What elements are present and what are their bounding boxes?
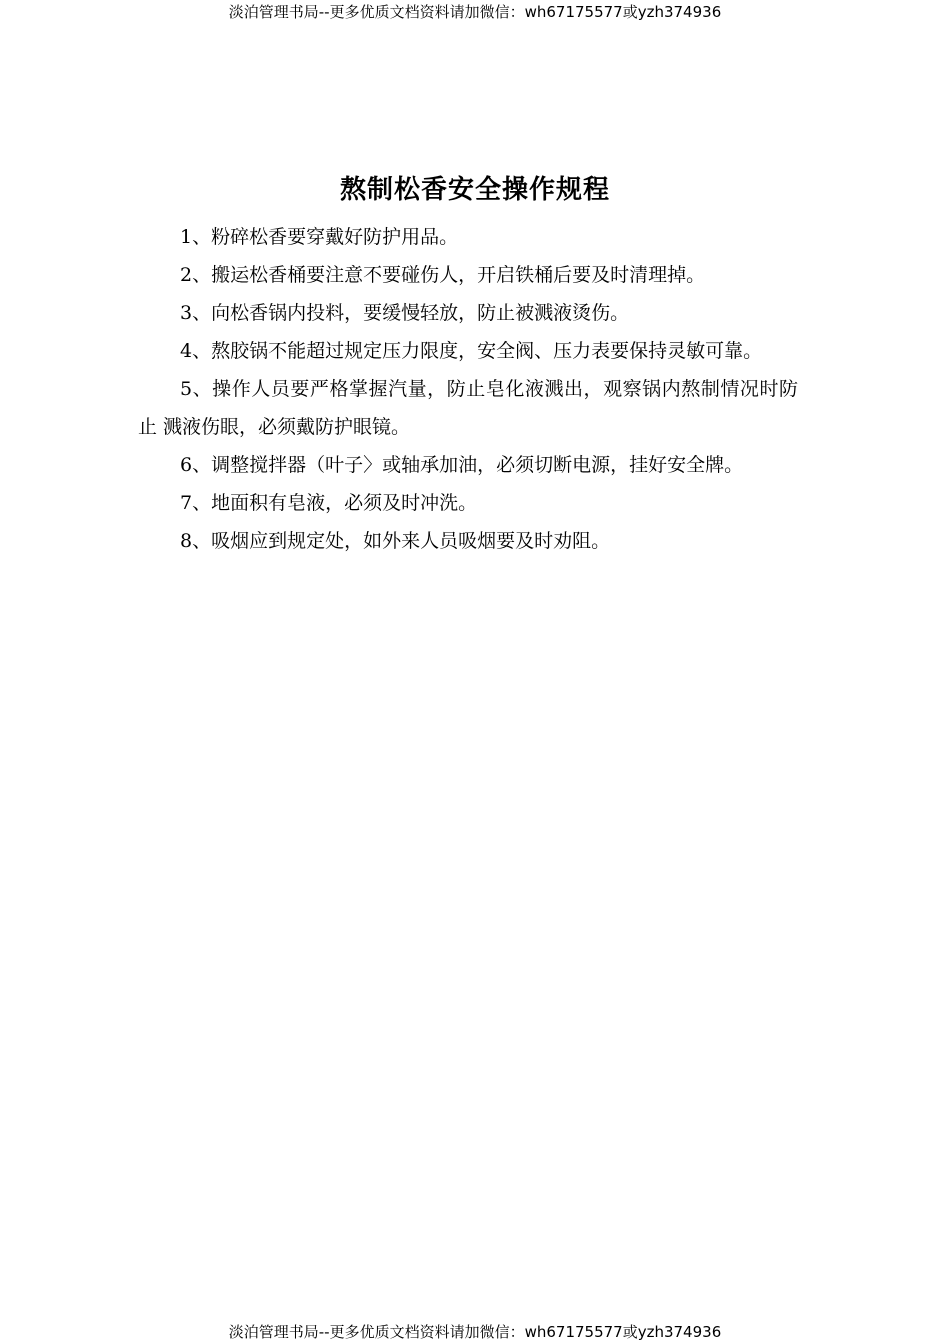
rule-item-8: 8、吸烟应到规定处，如外来人员吸烟要及时劝阻。	[180, 530, 611, 552]
rule-item-6: 6、调整搅拌器（叶子〉或轴承加油，必须切断电源，挂好安全牌。	[180, 454, 744, 476]
rule-item-3: 3、向松香锅内投料，要缓慢轻放，防止被溅液烫伤。	[180, 302, 630, 324]
page-footer: 淡泊管理书局--更多优质文档资料请加微信：wh67175577或yzh374936	[228, 1323, 722, 1341]
rule-item-4: 4、熬胶锅不能超过规定压力限度，安全阀、压力表要保持灵敏可靠。	[180, 340, 763, 362]
rule-item-2: 2、搬运松香桶要注意不要碰伤人，开启铁桶后要及时清理掉。	[180, 264, 706, 286]
document-title: 熬制松香安全操作规程	[339, 175, 610, 205]
rule-item-7: 7、地面积有皂液，必须及时冲洗。	[180, 492, 478, 514]
document-body	[138, 218, 798, 560]
page-header: 淡泊管理书局--更多优质文档资料请加微信：wh67175577或yzh374936	[228, 3, 722, 21]
rule-item-1: 1、粉碎松香要穿戴好防护用品。	[180, 226, 459, 248]
rule-item-5: 5、操作人员要严格掌握汽量，防止皂化液溅出，观察锅内熬制情况时防止 溅液伤眼，必须戴防护眼镜。	[138, 378, 798, 438]
